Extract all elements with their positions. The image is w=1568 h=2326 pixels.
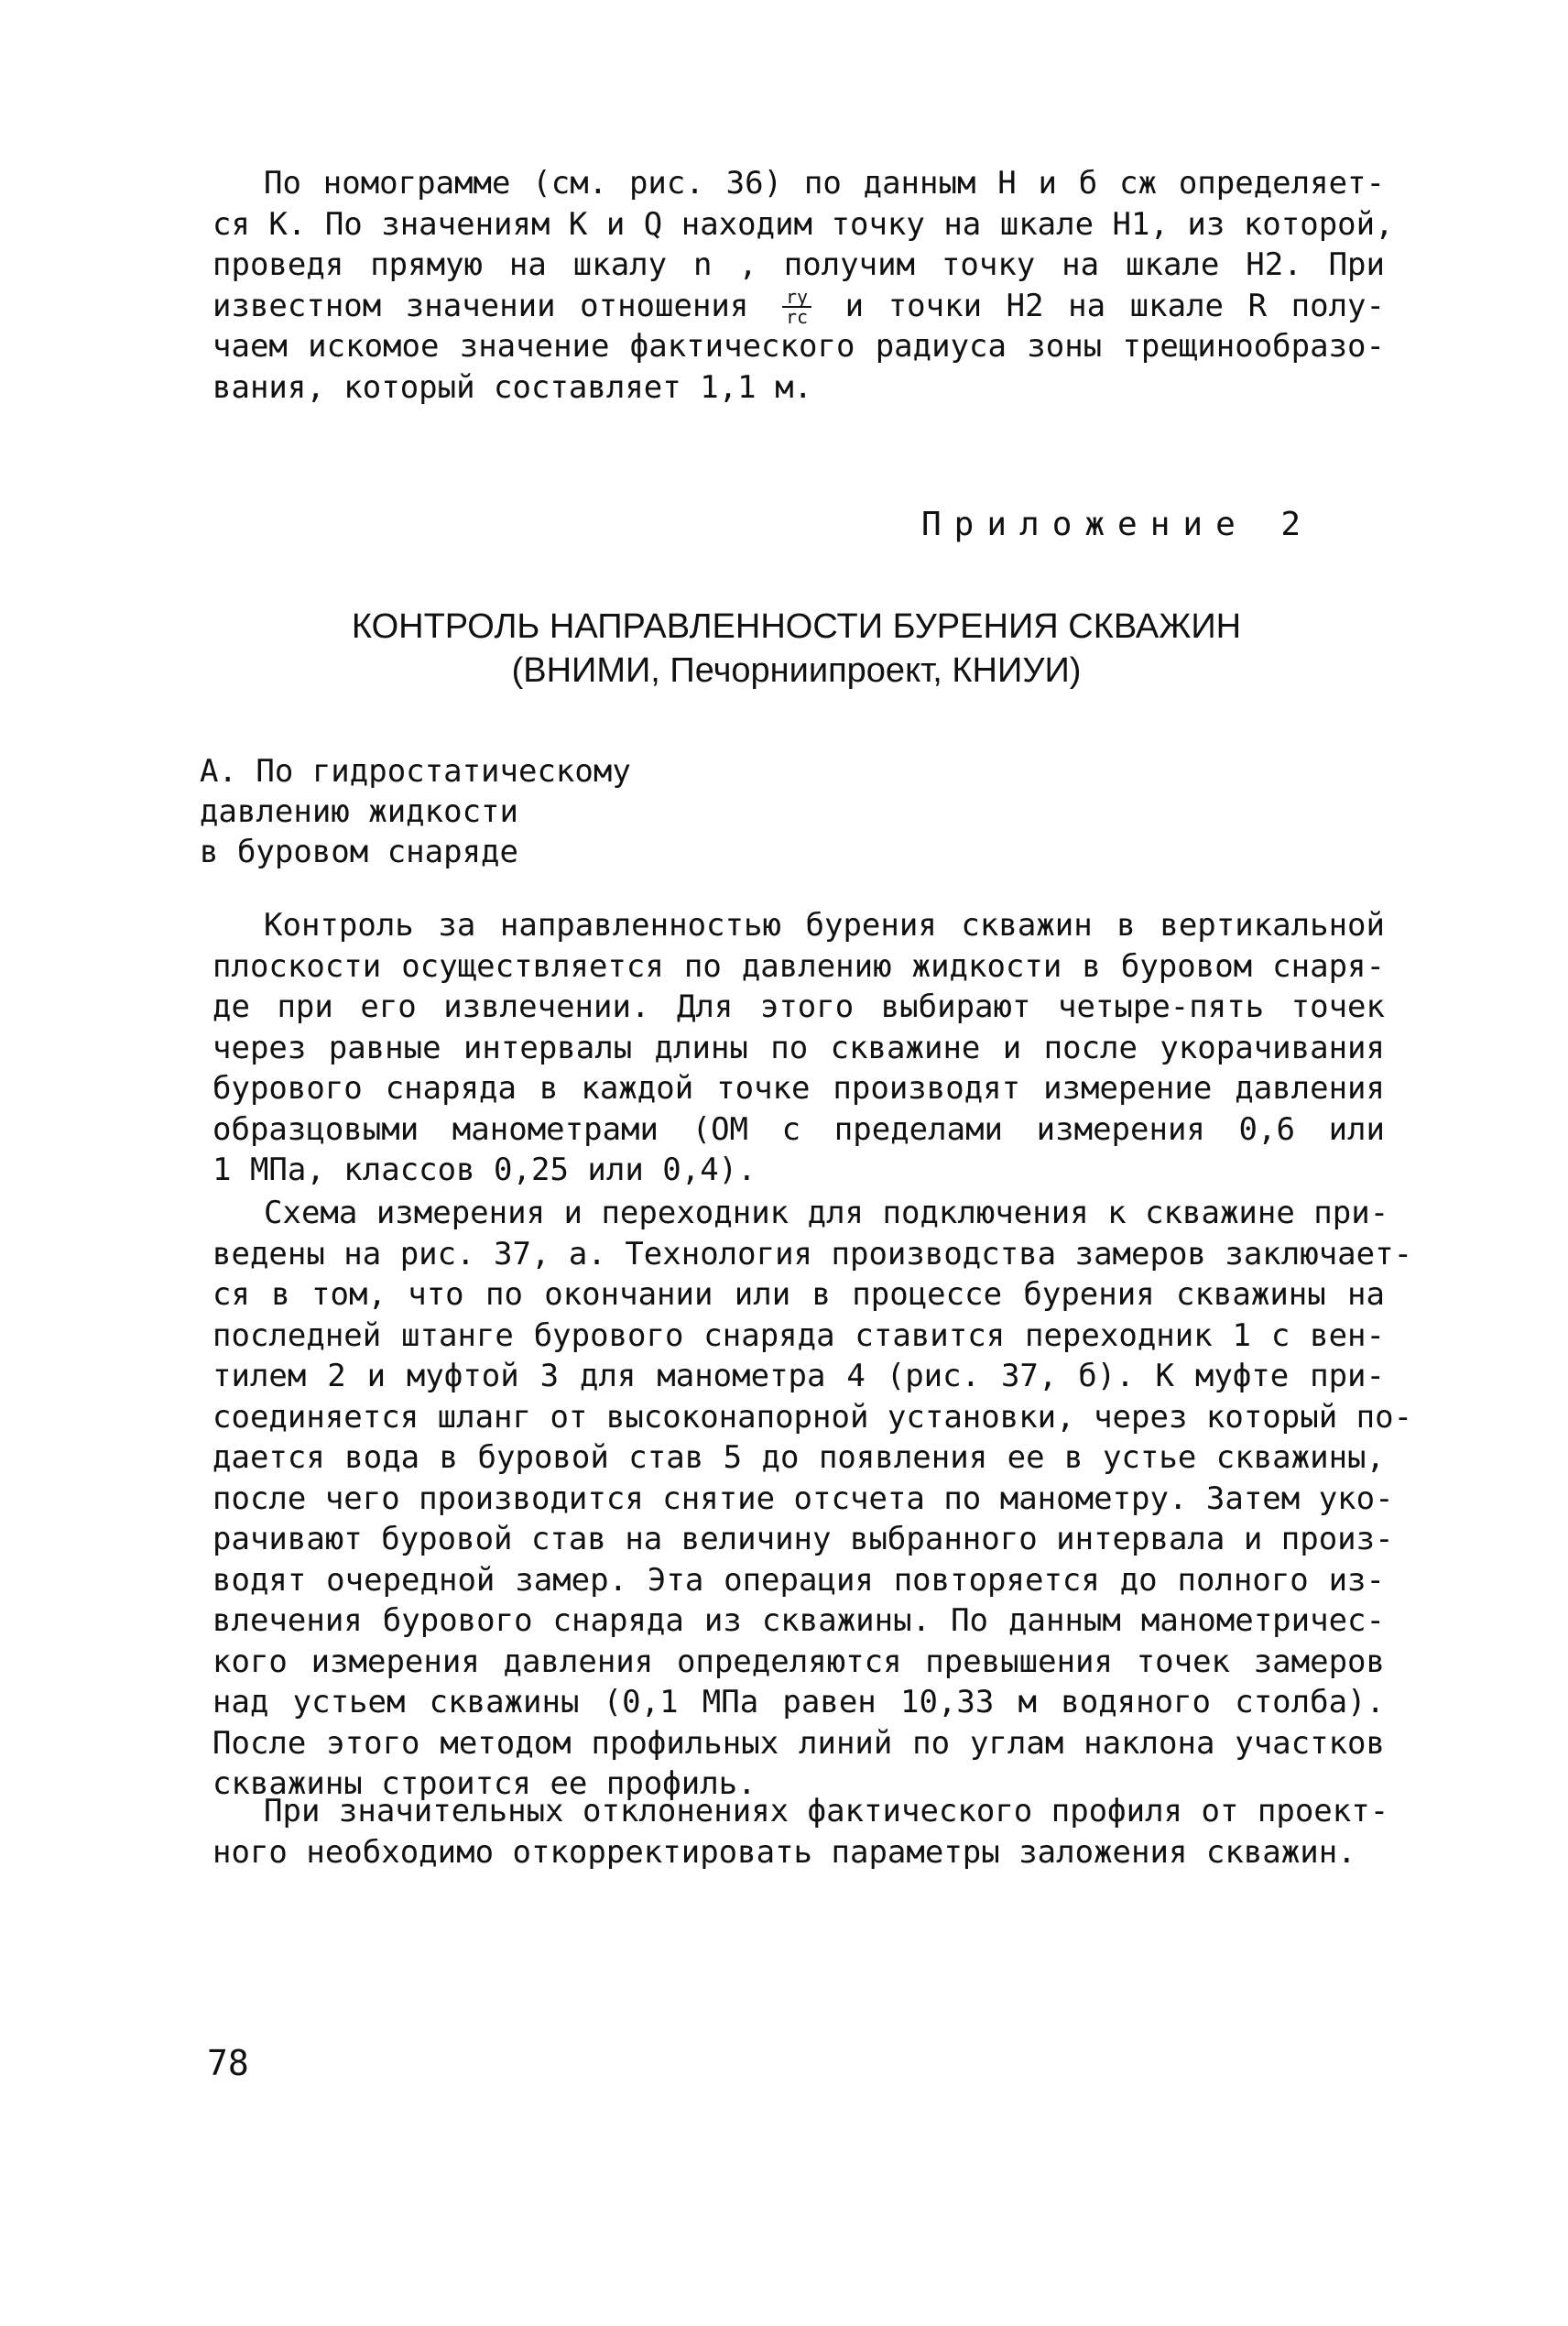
p1-line-3: де при его извлечении. Для этого выбирают четыре-пять точек bbox=[212, 988, 1385, 1025]
p1-line-6: образцовыми манометрами (ОМ с пределами измерения 0,6 или bbox=[212, 1110, 1385, 1148]
p2-line-12: кого измерения давления определяются превышения точек замеров bbox=[212, 1643, 1385, 1680]
p2-line-6: соединяется шланг от высоконапорной установки, через который по- bbox=[212, 1398, 1413, 1436]
intro-line-3: проведя прямую на шкалу n , получим точку на шкале H2. При bbox=[212, 246, 1385, 283]
section-title-line-2: (ВНИМИ, Печорниипроект, КНИУИ) bbox=[511, 651, 1082, 690]
paragraph-2 bbox=[212, 1193, 1413, 1805]
intro-line-4-end: и точки H2 на шкале R полу- bbox=[844, 287, 1385, 324]
intro-line-2: ся K. По значениям K и Q находим точку на шкале H1, из которой, bbox=[212, 205, 1394, 243]
section-title-line-1: КОНТРОЛЬ НАПРАВЛЕННОСТИ БУРЕНИЯ СКВАЖИН bbox=[351, 607, 1242, 646]
p2-line-2: ведены на рис. 37, а. Технология производства замеров заключает- bbox=[212, 1235, 1413, 1272]
subsection-line-1: А. По гидростатическому bbox=[200, 753, 631, 790]
p2-line-5: тилем 2 и муфтой 3 для манометра 4 (рис. 37, б). К муфте при- bbox=[212, 1358, 1385, 1394]
p2-line-9: рачивают буровой став на величину выбранного интервала и произ- bbox=[212, 1521, 1394, 1557]
p2-line-1: Схема измерения и переходник для подключения к скважине при- bbox=[264, 1195, 1389, 1231]
intro-line-6: вания, который составляет 1,1 м. bbox=[212, 368, 813, 406]
p1-line-4: через равные интервалы длины по скважине и после укорачивания bbox=[212, 1029, 1385, 1066]
p2-line-8: после чего производится снятие отсчета по манометру. Затем уко- bbox=[212, 1480, 1394, 1517]
page-number: 78 bbox=[207, 2043, 249, 2083]
p2-line-7: дается вода в буровой став 5 до появления ее в устье скважины, bbox=[212, 1439, 1385, 1476]
fraction-denominator: rc bbox=[785, 306, 809, 328]
ratio-fraction bbox=[782, 288, 811, 326]
p1-line-7: 1 МПа, классов 0,25 или 0,4). bbox=[212, 1152, 757, 1188]
subsection-line-2: давлению жидкости bbox=[200, 793, 518, 830]
p1-line-5: бурового снаряда в каждой точке производят измерение давления bbox=[212, 1070, 1385, 1107]
p1-line-2: плоскости осуществляется по давлению жидкости в буровом снаря- bbox=[212, 947, 1385, 985]
fraction-numerator: ry bbox=[782, 288, 811, 308]
intro-line-1: По номограмме (см. рис. 36) по данным H и б сж определяет- bbox=[264, 165, 1385, 202]
subsection-line-3: в буровом снаряде bbox=[200, 834, 518, 870]
paragraph-1 bbox=[212, 905, 1385, 1191]
p2-line-10: водят очередной замер. Эта операция повторяется до полного из- bbox=[212, 1561, 1385, 1599]
p2-line-14: После этого методом профильных линий по углам наклона участков bbox=[212, 1724, 1385, 1762]
p1-line-1: Контроль за направленностью бурения скважин в вертикальной bbox=[264, 907, 1385, 944]
section-title bbox=[212, 605, 1380, 693]
intro-line-4-start: известном значении отношения bbox=[212, 287, 749, 324]
p2-line-11: влечения бурового снаряда из скважины. По данным манометричес- bbox=[212, 1602, 1385, 1639]
appendix-label: Приложение 2 bbox=[921, 506, 1314, 543]
p2-line-13: над устьем скважины (0,1 МПа равен 10,33 м водяного столба). bbox=[212, 1684, 1385, 1720]
subsection-heading bbox=[200, 751, 631, 872]
p3-line-2: ного необходимо откорректировать параметры заложения скважин. bbox=[212, 1833, 1356, 1871]
p2-line-3: ся в том, что по окончании или в процессе бурения скважины на bbox=[212, 1276, 1385, 1313]
p2-line-15: скважины строится ее профиль. bbox=[212, 1765, 757, 1802]
p3-line-1: При значительных отклонениях фактического профиля от проект- bbox=[264, 1793, 1389, 1829]
p2-line-4: последней штанге бурового снаряда ставится переходник 1 с вен- bbox=[212, 1316, 1385, 1354]
paragraph-3 bbox=[212, 1791, 1389, 1873]
intro-paragraph bbox=[212, 163, 1394, 408]
intro-line-4 bbox=[212, 286, 1385, 327]
intro-line-5: чаем искомое значение фактического радиуса зоны трещинообразо- bbox=[212, 328, 1385, 365]
